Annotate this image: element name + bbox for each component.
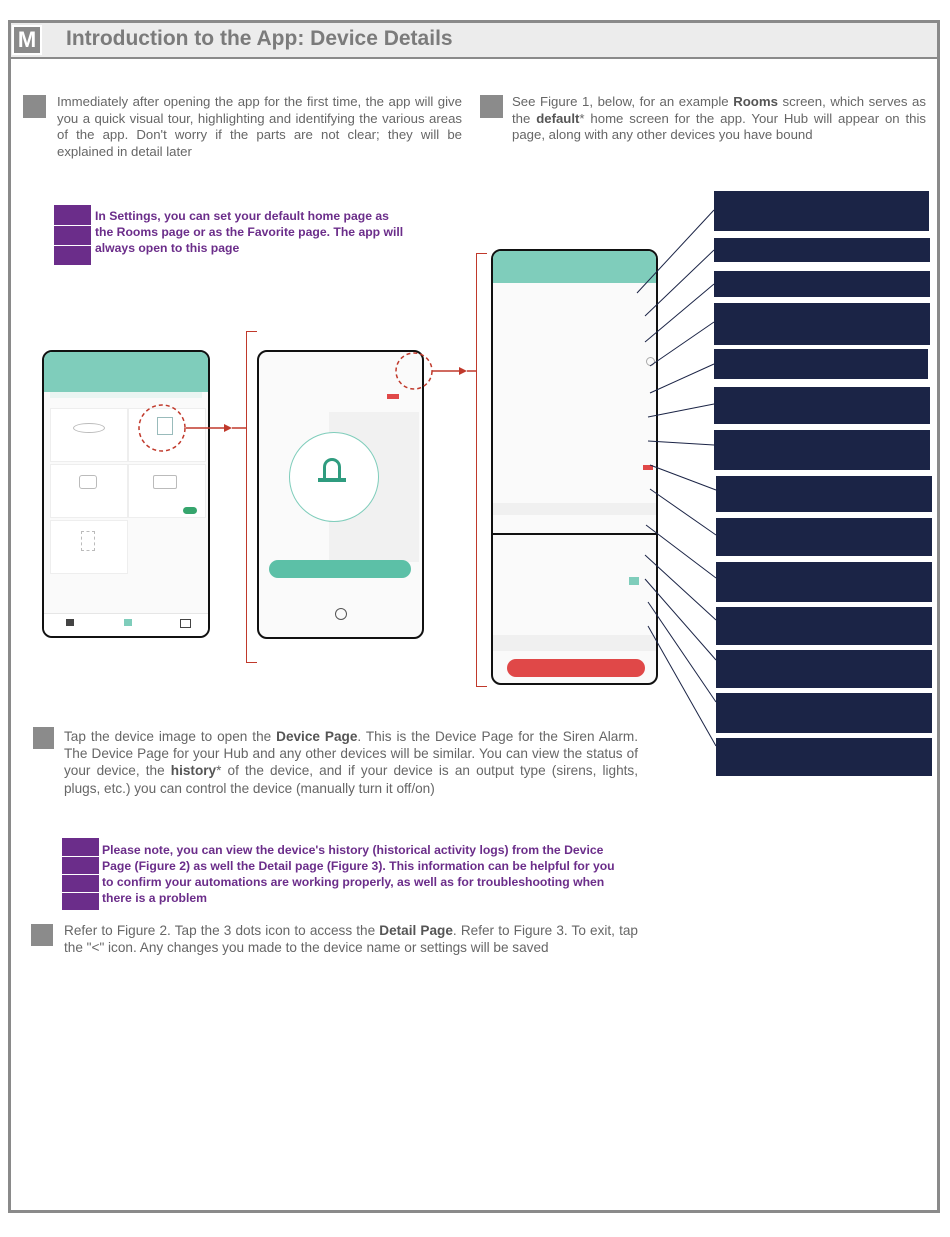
leader-line (645, 579, 716, 660)
leader-line (648, 404, 714, 417)
callout-box (716, 650, 932, 688)
leader-line (645, 284, 714, 342)
leader-line (645, 250, 714, 316)
page-title: Introduction to the App: Device Details (66, 27, 453, 50)
bullet-square (33, 727, 54, 749)
callout-box (716, 476, 932, 512)
callout-box (714, 387, 930, 424)
rooms-paragraph: See Figure 1, below, for an example Rooms screen, which serves as the default* home screen for the app. Your Hub will appear on this page, along with any other devices you have bound (512, 94, 926, 142)
arrow-head (224, 424, 232, 432)
settings-note: In Settings, you can set your default home page as the Rooms page or as the Favorite page. The app will always open to this page (95, 209, 404, 255)
callout-box (716, 518, 932, 556)
callout-box (716, 693, 932, 733)
callout-box (714, 349, 928, 379)
leader-line (648, 626, 716, 746)
leader-line (650, 322, 714, 366)
leader-line (637, 210, 714, 293)
history-note: Please note, you can view the device's history (historical activity logs) from the Device Page (Figure 2) as well the Detail page (Figure 3). This information can be helpful for you to confirm your automations are working properly, as well as for troubleshooting when there is a problem (102, 843, 615, 905)
callout-box (716, 562, 932, 602)
callout-box (714, 191, 929, 231)
three-dots-circle (396, 353, 432, 389)
tap-device-circle (139, 405, 185, 451)
callout-box (716, 738, 932, 776)
leader-line (648, 441, 714, 445)
callout-box (714, 430, 930, 470)
arrow-head (459, 367, 467, 375)
device-page-paragraph: Tap the device image to open the Device Page. This is the Device Page for the Siren Alarm. The Device Page for your Hub and any other devices will be similar. You can view the status of your device, the history* of the device, and if your device is an output type (sirens, lights, plugs, etc.) you can control the device (manually turn it off/on) (64, 729, 638, 796)
note-marker (62, 838, 99, 910)
leader-line (650, 465, 716, 490)
callout-box (714, 271, 930, 297)
leader-line (650, 489, 716, 535)
leader-line (645, 555, 716, 620)
leader-line (650, 364, 714, 393)
callout-box (714, 303, 930, 345)
bullet-square (31, 924, 53, 946)
callout-box (716, 607, 932, 645)
leader-line (646, 525, 716, 578)
logo-letter: M (17, 27, 37, 52)
intro-paragraph: Immediately after opening the app for the first time, the app will give you a quick visual tour, highlighting and identifying the various areas of the app. Don't worry if the parts are not clear; they will be explained in detail later (57, 94, 462, 159)
detail-page-paragraph: Refer to Figure 2. Tap the 3 dots icon to access the Detail Page. Refer to Figure 3. To exit, tap the "<" icon. Any changes you made to the device name or settings will be saved (64, 923, 638, 956)
callout-box (714, 238, 930, 262)
